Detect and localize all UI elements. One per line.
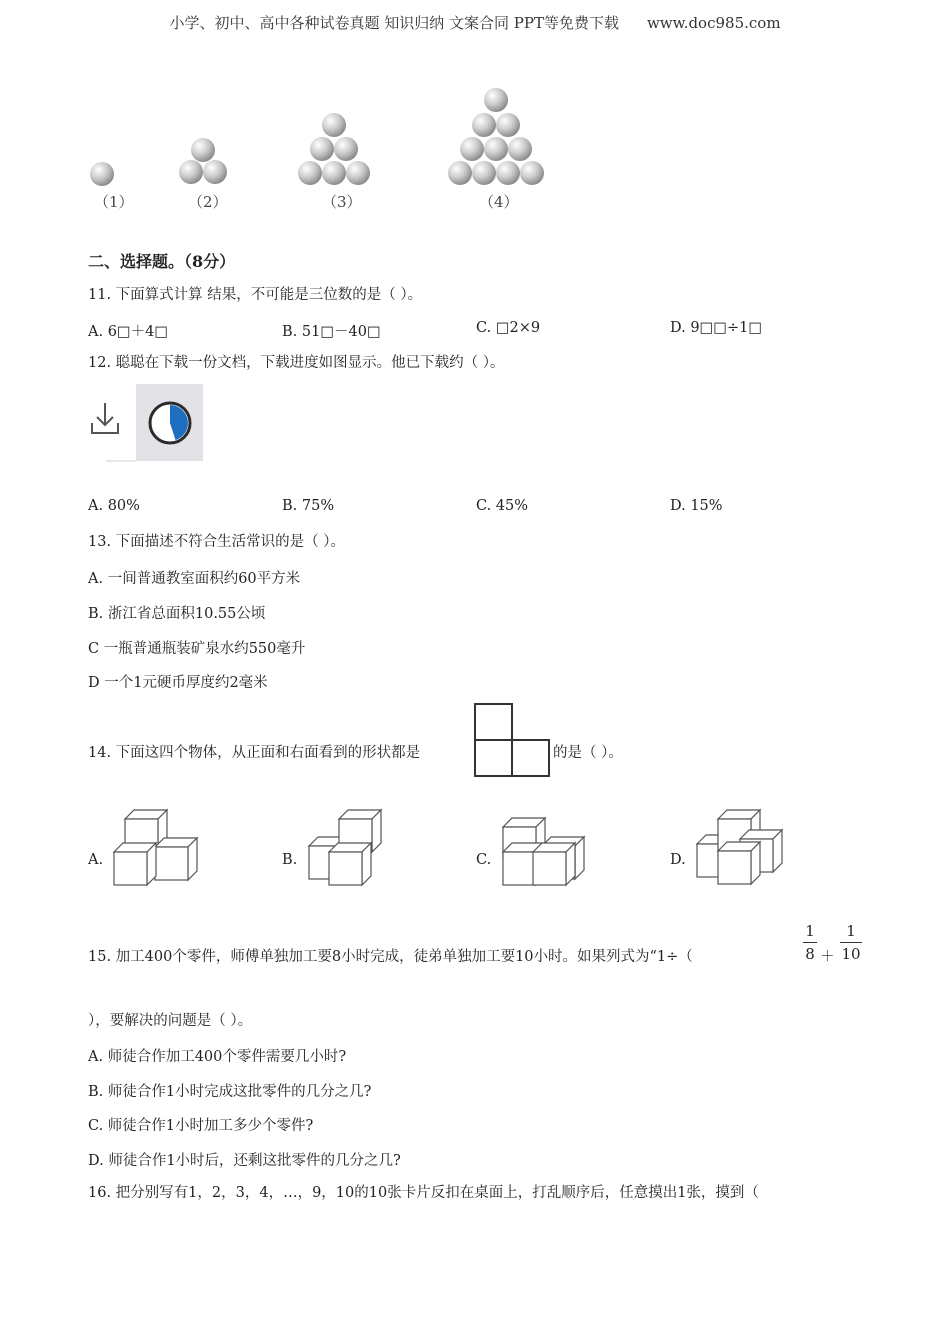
q15-frac2-num: 1 [846, 922, 856, 940]
q15-option-c: C. 师徒合作1小时加工多少个零件? [88, 1118, 314, 1134]
ball-group-3 [298, 113, 370, 185]
q12-option-c: C. 45% [476, 498, 529, 514]
q15-stem-cont: ），要解决的问题是（ ）。 [88, 1013, 253, 1029]
q15-plus: ＋ [820, 949, 835, 965]
download-icon [92, 403, 118, 433]
ball-label-4: （4） [479, 193, 519, 211]
section-title: 二、选择题。（8分） [88, 252, 236, 271]
ball-group-2 [179, 138, 227, 184]
q12-option-a: A. 80% [88, 498, 140, 514]
q15-stem: 15. 加工400个零件，师傅单独加工要8小时完成，徒弟单独加工要10小时。如果列式为“1÷（ [88, 949, 693, 965]
q12-option-b: B. 75% [282, 498, 335, 514]
cube-figure-a [114, 810, 197, 885]
download-progress-figure [84, 383, 206, 465]
q14-view-shape [473, 702, 553, 778]
q14-cube-figures [100, 800, 820, 895]
cube-figure-d [697, 810, 782, 884]
ball-label-3: （3） [322, 193, 362, 211]
header-left-text: 小学、初中、高中各种试卷真题 知识归纳 文案合同 PPT等免费下载 [169, 14, 619, 32]
q12-option-d: D. 15% [670, 498, 723, 514]
q11-option-b: B. 51□－40□ [282, 324, 381, 340]
q11-option-a: A. 6□＋4□ [88, 324, 169, 340]
q13-option-c: C 一瓶普通瓶装矿泉水约550毫升 [88, 641, 306, 657]
q15-frac2-den: 10 [841, 945, 861, 963]
q15-frac1-den: 8 [805, 945, 815, 963]
q11-stem: 11. 下面算式计算 结果，不可能是三位数的是（ ）。 [88, 287, 423, 303]
q12-stem: 12. 聪聪在下载一份文档，下载进度如图显示。他已下载约（ ）。 [88, 355, 505, 371]
q13-option-a: A. 一间普通教室面积约60平方米 [88, 571, 301, 587]
q11-option-d: D. 9□□÷1□ [670, 320, 763, 336]
cube-figure-c [503, 818, 584, 885]
q13-stem: 13. 下面描述不符合生活常识的是（ ）。 [88, 534, 346, 550]
header-url: www.doc985.com [646, 14, 781, 32]
q14-option-c: C. [476, 852, 492, 868]
q15-option-b: B. 师徒合作1小时完成这批零件的几分之几? [88, 1084, 372, 1100]
q14-option-d: D. [670, 852, 686, 868]
ball-group-4 [448, 88, 544, 185]
page-header [0, 12, 950, 33]
q14-option-a: A. [88, 852, 104, 868]
q15-frac1-num: 1 [805, 922, 815, 940]
q15-option-d: D. 师徒合作1小时后，还剩这批零件的几分之几? [88, 1153, 401, 1169]
ball-label-2: （2） [188, 193, 228, 211]
ball-group-1 [90, 162, 114, 186]
q15-fraction-1 [803, 922, 817, 963]
cube-figure-b [309, 810, 381, 885]
q13-option-b: B. 浙江省总面积10.55公顷 [88, 606, 266, 622]
q13-option-d: D 一个1元硬币厚度约2毫米 [88, 675, 268, 691]
ball-label-1: （1） [94, 193, 134, 211]
q14-stem-after: 的是（ ）。 [553, 745, 623, 761]
q15-option-a: A. 师徒合作加工400个零件需要几小时? [88, 1049, 347, 1065]
progress-ring-icon [150, 403, 190, 443]
q14-option-b: B. [282, 852, 298, 868]
q14-stem-before: 14. 下面这四个物体，从正面和右面看到的形状都是 [88, 745, 421, 761]
q15-fraction-2 [840, 922, 862, 963]
q11-option-c: C. □2×9 [476, 320, 541, 336]
q16-stem: 16. 把分别写有1，2，3，4，…，9，10的10张卡片反扣在桌面上，打乱顺序后，任意摸出1张，摸到（ [88, 1185, 759, 1201]
